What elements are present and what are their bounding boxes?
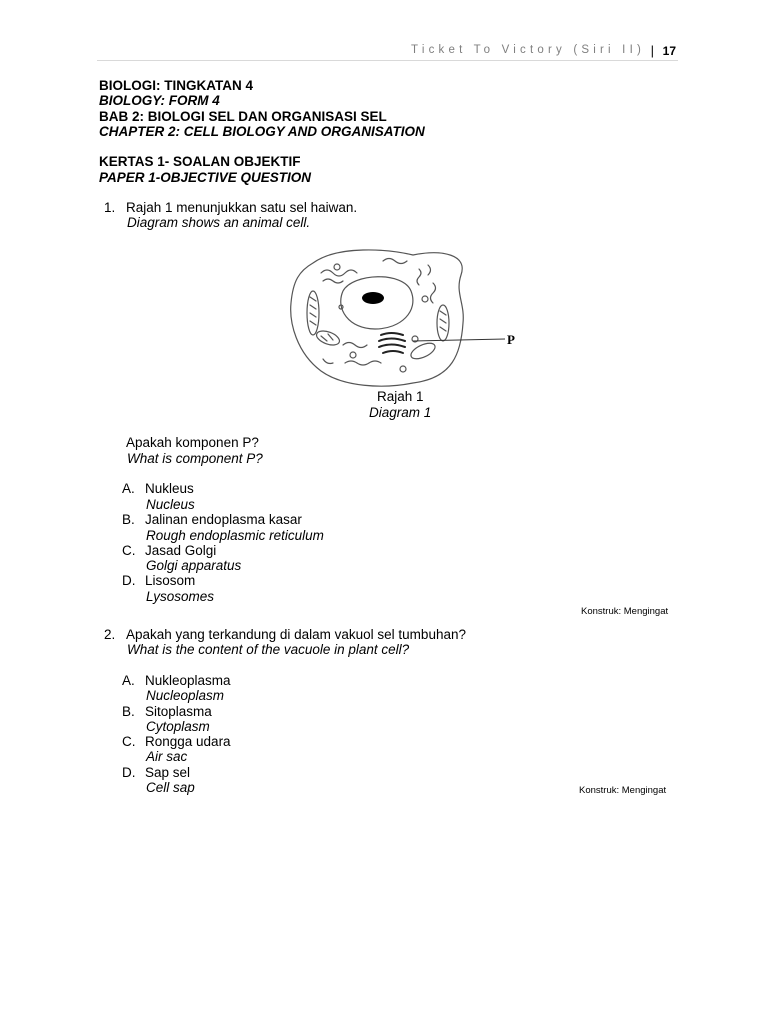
header-title: Ticket To Victory (Siri II): [411, 44, 645, 56]
q1-number: 1.: [104, 200, 116, 215]
q2-option-b-ms: Sitoplasma: [145, 704, 212, 719]
q2-option-b-letter: B.: [122, 704, 135, 719]
q1-stem-ms: Rajah 1 menunjukkan satu sel haiwan.: [126, 200, 358, 215]
q2-number: 2.: [104, 627, 116, 642]
q2-option-d-letter: D.: [122, 765, 136, 780]
q1-question-en: What is component P?: [127, 451, 263, 466]
section-title-ms: KERTAS 1- SOALAN OBJEKTIF: [99, 154, 301, 169]
page-number: 17: [662, 44, 676, 58]
q1-option-a-letter: A.: [122, 481, 135, 496]
q2-option-d-en: Cell sap: [146, 780, 195, 795]
q1-option-d-ms: Lisosom: [145, 573, 196, 588]
animal-cell-diagram: [283, 243, 523, 389]
q1-question-ms: Apakah komponen P?: [126, 435, 259, 450]
q1-option-b-letter: B.: [122, 512, 135, 527]
heading-subject-ms: BIOLOGI: TINGKATAN 4: [99, 78, 253, 93]
page-header: [97, 42, 678, 61]
q2-option-a-ms: Nukleoplasma: [145, 673, 231, 688]
q1-option-c-en: Golgi apparatus: [146, 558, 242, 573]
q1-option-c-letter: C.: [122, 543, 136, 558]
section-title-en: PAPER 1-OBJECTIVE QUESTION: [99, 170, 312, 185]
q1-option-d-letter: D.: [122, 573, 136, 588]
q1-option-b-ms: Jalinan endoplasma kasar: [145, 512, 302, 527]
q2-construct: Konstruk: Mengingat: [579, 785, 667, 796]
q1-caption-ms: Rajah 1: [377, 389, 424, 404]
heading-subject-en: BIOLOGY: FORM 4: [99, 93, 220, 108]
q1-option-b-en: Rough endoplasmic reticulum: [146, 528, 324, 543]
heading-chapter-ms: BAB 2: BIOLOGI SEL DAN ORGANISASI SEL: [99, 109, 387, 124]
q2-option-a-letter: A.: [122, 673, 135, 688]
q2-option-c-letter: C.: [122, 734, 136, 749]
q2-stem-en: What is the content of the vacuole in plant cell?: [127, 642, 410, 657]
heading-chapter-en: CHAPTER 2: CELL BIOLOGY AND ORGANISATION: [99, 124, 425, 139]
q2-option-c-ms: Rongga udara: [145, 734, 231, 749]
q1-option-a-ms: Nukleus: [145, 481, 194, 496]
q1-stem-en: Diagram shows an animal cell.: [127, 215, 311, 230]
q2-option-c-en: Air sac: [146, 749, 188, 764]
diagram-label-p: P: [507, 332, 515, 347]
q1-caption-en: Diagram 1: [369, 405, 432, 420]
q2-stem-ms: Apakah yang terkandung di dalam vakuol sel tumbuhan?: [126, 627, 466, 642]
q1-option-a-en: Nucleus: [146, 497, 195, 512]
q2-option-b-en: Cytoplasm: [146, 719, 210, 734]
header-separator: |: [650, 43, 654, 58]
q1-option-c-ms: Jasad Golgi: [145, 543, 217, 558]
q1-option-d-en: Lysosomes: [146, 589, 215, 604]
q2-option-a-en: Nucleoplasm: [146, 688, 225, 703]
q2-option-d-ms: Sap sel: [145, 765, 191, 780]
q1-construct: Konstruk: Mengingat: [581, 606, 669, 617]
